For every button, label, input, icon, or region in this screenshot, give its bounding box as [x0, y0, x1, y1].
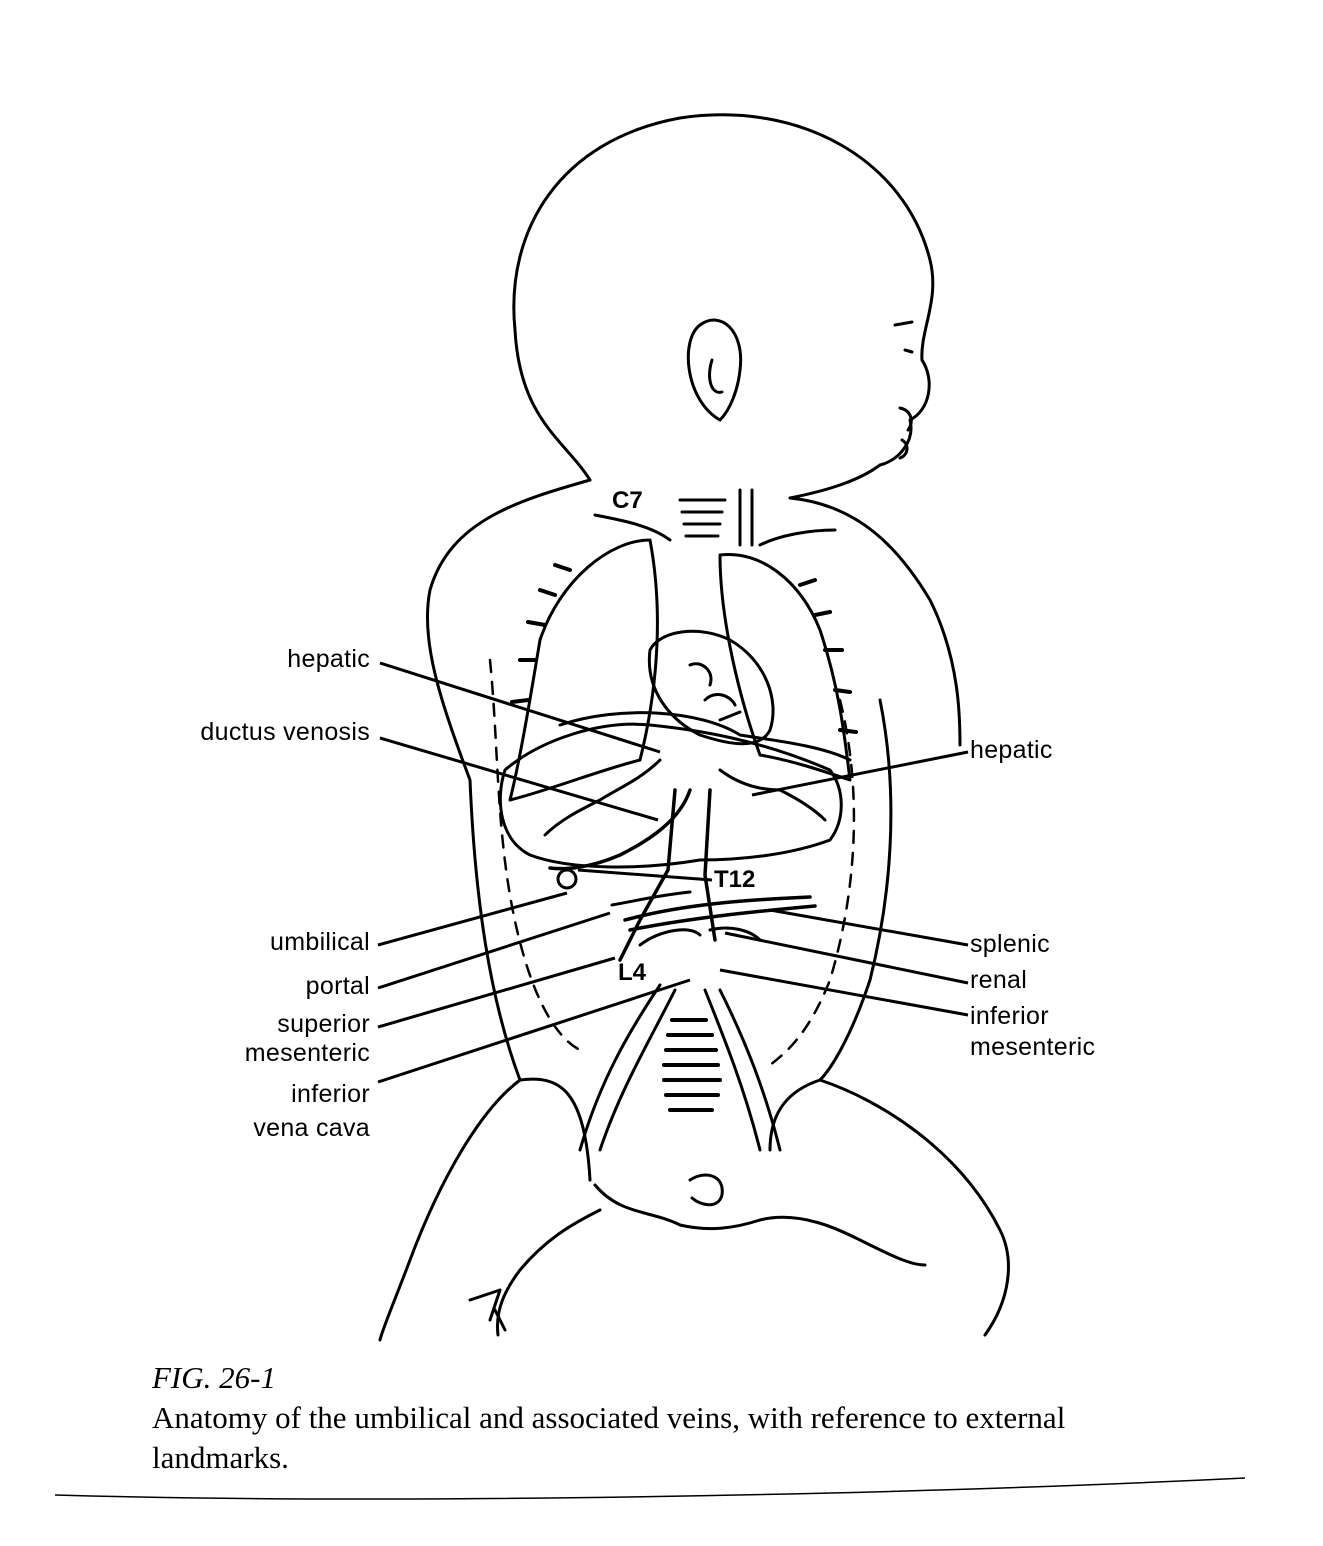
label-ductus-venosis: ductus venosis: [200, 718, 370, 746]
label-inferior-vena-cava-line1: inferior: [291, 1080, 370, 1108]
label-umbilical: umbilical: [270, 928, 370, 956]
genital-outline: [690, 1175, 722, 1205]
figure-title: FIG. 26-1: [152, 1360, 276, 1395]
label-inferior-mesenteric-line1: inferior: [970, 1002, 1049, 1030]
right-lung-outline: [720, 554, 850, 780]
landmark-t12: T12: [714, 866, 756, 893]
leader-inferior-vena-cava: [378, 980, 690, 1082]
label-inferior-vena-cava-line2: vena cava: [253, 1114, 370, 1142]
label-superior-mesenteric-line1: superior: [277, 1010, 370, 1038]
clavicle-left: [595, 515, 670, 540]
leader-portal: [378, 913, 610, 988]
ear-outline: [688, 320, 740, 420]
right-shoulder-outline: [790, 498, 1008, 1335]
trachea: [740, 490, 752, 545]
label-portal: portal: [305, 972, 370, 1000]
cervical-spine: [680, 500, 725, 536]
infant-head-outline: [514, 115, 933, 498]
umbilicus-mark: [558, 870, 576, 888]
figure-caption: Anatomy of the umbilical and associated veins, with reference to external landmarks.: [152, 1400, 1066, 1475]
clavicle-right: [760, 530, 835, 545]
heart-inner: [690, 664, 740, 720]
leader-ductus-venosis: [380, 738, 658, 820]
label-hepatic-right: hepatic: [970, 736, 1053, 764]
left-lung-outline: [510, 540, 657, 800]
leader-renal: [725, 933, 968, 983]
landmark-c7: C7: [612, 487, 643, 514]
iliac-vessels: [580, 985, 780, 1150]
label-inferior-mesenteric-line2: mesenteric: [970, 1033, 1096, 1061]
bottom-divider: [55, 1478, 1245, 1499]
leader-t12: [578, 870, 712, 880]
landmark-l4: L4: [618, 959, 647, 986]
lumbar-spine: [664, 1020, 720, 1110]
label-splenic: splenic: [970, 930, 1050, 958]
left-shoulder-outline: [380, 480, 590, 1340]
leader-hepatic-right: [752, 752, 968, 795]
leader-splenic: [770, 910, 968, 945]
label-hepatic-left: hepatic: [287, 645, 370, 673]
pelvis-outline: [497, 1079, 925, 1335]
label-superior-mesenteric-line2: mesenteric: [244, 1039, 370, 1067]
leader-hepatic-left: [380, 663, 660, 752]
label-renal: renal: [970, 966, 1028, 994]
